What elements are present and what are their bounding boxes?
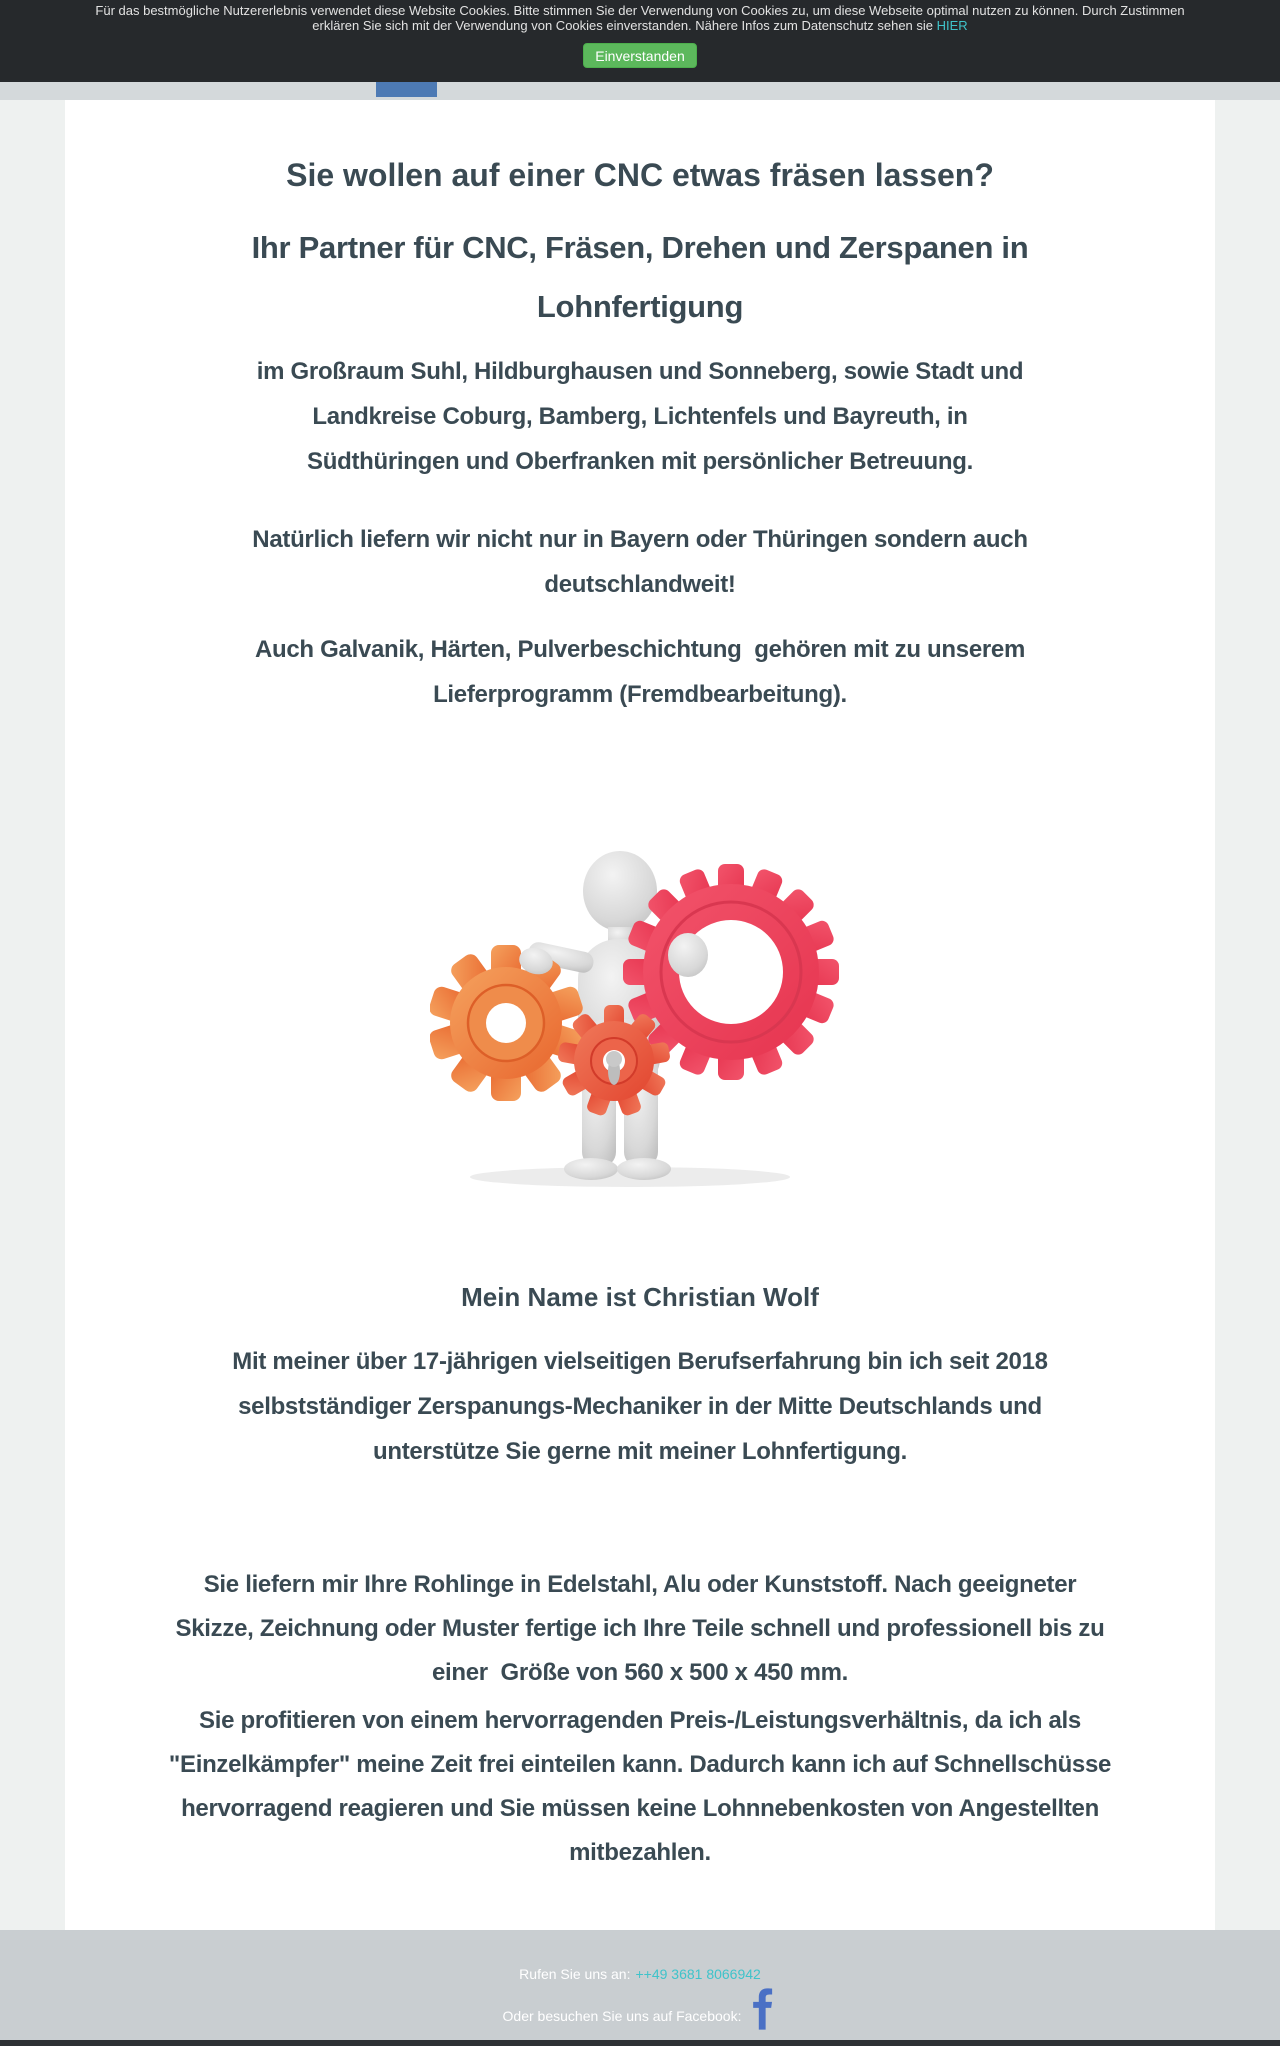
paragraph-experience: Mit meiner über 17-jährigen vielseitigen Berufserfahrung bin ich seit 2018 selbstständiger Zerspanungs-Mechaniker in der Mitte Deutschlands und unterstütze Sie gerne mit meiner Lohnfertigung. xyxy=(232,1348,1048,1465)
gears-figure-illustration xyxy=(430,843,850,1191)
facebook-icon[interactable] xyxy=(751,1986,777,2032)
bottom-dark-strip xyxy=(0,2040,1280,2046)
paragraph-material: Sie liefern mir Ihre Rohlinge in Edelstahl, Alu oder Kunststoff. Nach geeigneter Skizze, Zeichnung oder Muster fertige ich Ihre Teile schnell und professionell bis zu einer Größe von 560 x 500 x 450 mm. xyxy=(175,1571,1105,1686)
paragraph-delivery: Natürlich liefern wir nicht nur in Bayern oder Thüringen sondern auch deutschlandweit! xyxy=(252,526,1028,598)
facebook-label: Oder besuchen Sie uns auf Facebook: xyxy=(502,2008,742,2024)
name-heading: Mein Name ist Christian Wolf xyxy=(461,1282,819,1312)
footer-facebook-row xyxy=(0,2004,1280,2028)
gear-orange xyxy=(430,945,585,1101)
page-title: Sie wollen auf einer CNC etwas fräsen lassen? xyxy=(286,157,994,193)
cookie-text-line2 xyxy=(0,18,1280,33)
privacy-hier-link[interactable]: HIER xyxy=(936,18,968,33)
content-card xyxy=(65,100,1215,1930)
facebook-f-glyph xyxy=(751,1986,777,2032)
cookie-text-line1: Für das bestmögliche Nutzererlebnis verwendet diese Website Cookies. Bitte stimmen Sie der Verwendung von Cookies zu, um diese Webseite optimal nutzen zu können. Durch Zustimmen xyxy=(95,3,1185,18)
subtitle: Ihr Partner für CNC, Fräsen, Drehen und Zerspanen in Lohnfertigung xyxy=(251,230,1029,324)
cookie-banner xyxy=(0,0,1280,82)
cookie-accept-button[interactable]: Einverstanden xyxy=(583,43,697,68)
paragraph-galvanik: Auch Galvanik, Härten, Pulverbeschichtung gehören mit zu unserem Lieferprogramm (Fremdbearbeitung). xyxy=(254,636,1026,708)
gears-figure-svg xyxy=(430,843,850,1191)
footer-phone-row xyxy=(0,1962,1280,1986)
right-hand xyxy=(668,933,708,977)
paragraph-benefit: Sie profitieren von einem hervorragenden Preis-/Leistungsverhältnis, da ich als "Einzelkämpfer" meine Zeit frei einteilen kann. Dadurch kann ich auf Schnellschüsse hervorragend reagieren und Sie müssen keine Lohnnebenkosten von Angestellten mitbezahlen. xyxy=(168,1707,1112,1866)
cookie-text-line2-prefix: erklären Sie sich mit der Verwendung von Cookies einverstanden. Nähere Infos zum Datenschutz sehen sie xyxy=(312,18,937,33)
page-footer xyxy=(0,1930,1280,2040)
paragraph-regions: im Großraum Suhl, Hildburghausen und Sonneberg, sowie Stadt und Landkreise Coburg, Bamberg, Lichtenfels und Bayreuth, in Südthüringen und Oberfranken mit persönlicher Betreuung. xyxy=(256,358,1024,475)
phone-label: Rufen Sie uns an: xyxy=(519,1966,631,1982)
phone-link[interactable]: ++49 3681 8066942 xyxy=(635,1966,761,1982)
